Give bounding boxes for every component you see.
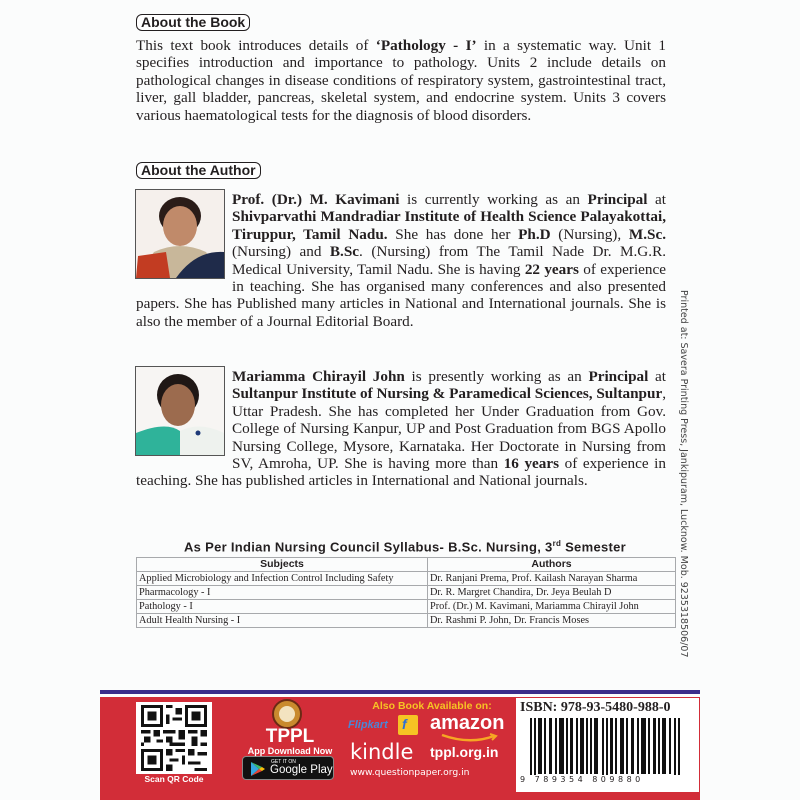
table-row [137, 614, 676, 628]
bio-text: She has done her [387, 225, 519, 243]
authors-cell: Dr. Ranjani Prema, Prof. Kailash Narayan Sharma [428, 572, 676, 586]
subject-cell: Pathology - I [137, 600, 428, 614]
printer-note [680, 290, 698, 660]
google-play-small-text: GET IT ON [271, 759, 296, 765]
about-book-label: About the Book [136, 14, 250, 31]
divider-strip [100, 690, 700, 694]
bio-emphasis: Sultanpur Institute of Nursing & Paramedical Sciences, Sultanpur [232, 385, 663, 403]
bio-text: . (Nursing) from The Tamil Nade Dr. M.G.R. Medical University, Tamil Nadu. She is having [232, 243, 666, 278]
tppl-logo-icon [272, 699, 302, 729]
bio-emphasis: Ph.D [518, 225, 551, 243]
subject-cell: Pharmacology - I [137, 586, 428, 600]
isbn-barcode-box [516, 698, 699, 792]
bio-emphasis: Shivparvathi Mandradiar Institute of Health Science Palayakottai, Tiruppur, Tamil Nadu. [232, 208, 666, 243]
bio-emphasis: B.Sc [329, 243, 360, 261]
bio-emphasis: Mariamma Chirayil John [232, 368, 405, 385]
table-row [137, 572, 676, 586]
barcode-digits: 9 789354 809880 [520, 775, 696, 784]
bio-emphasis: Principal [587, 191, 648, 208]
flipkart-logo[interactable]: Flipkart [348, 719, 388, 731]
questionpaper-website-link[interactable]: www.questionpaper.org.in [350, 767, 470, 778]
tppl-website-link[interactable]: tppl.org.in [430, 744, 499, 760]
printer-note-text: Printed at: Savera Printing Press, Jankipuram, Lucknow. Mob. 9235318506/07 [678, 290, 689, 658]
syllabus-title [130, 539, 680, 554]
book-title-emphasis: ‘Pathology - I’ [375, 37, 477, 54]
about-author-label: About the Author [136, 162, 261, 179]
bio-emphasis: M.Sc. [628, 225, 666, 243]
syllabus-table [136, 557, 676, 628]
publisher-name: TPPL [265, 726, 315, 747]
flipkart-bag-icon: f [398, 715, 418, 735]
author-bio-kavimani [136, 191, 666, 330]
kindle-logo[interactable]: kindle [350, 740, 414, 764]
bio-text: at [648, 368, 666, 385]
syllabus-title-text: As Per Indian Nursing Council Syllabus- B.Sc. Nursing, 3 [183, 539, 553, 555]
syllabus-title-text: Semester [561, 539, 627, 555]
authors-cell: Dr. R. Margret Chandira, Dr. Jeya Beulah D [428, 586, 676, 600]
bio-emphasis: Prof. (Dr.) M. Kavimani [232, 191, 400, 208]
about-book-text [136, 37, 666, 124]
google-play-badge[interactable] [242, 756, 334, 780]
table-row [137, 586, 676, 600]
subject-cell: Adult Health Nursing - I [137, 614, 428, 628]
bio-text: , Uttar Pradesh. She has completed her Under Graduation from Gov. College of Nursing Kanpur, UP and Post Graduation from BGS Apollo Nursing College, Mysore, Karnataka. Her Doctorate in Nursing from SV, Amroha, UP. She is having more than [232, 385, 666, 473]
isbn-number: ISBN: 978-93-5480-988-0 [520, 700, 671, 715]
bio-text: (Nursing), [550, 225, 629, 243]
bio-text: (Nursing) and [232, 243, 330, 261]
qr-caption: Scan QR Code [144, 774, 204, 784]
bio-emphasis: 22 years [524, 260, 579, 278]
amazon-logo[interactable]: amazon [430, 712, 505, 734]
column-header-subjects: Subjects [137, 558, 428, 572]
google-play-label: Google Play [270, 764, 333, 776]
bio-text: of experience in teaching. She has organised many conferences and also presented papers. She has Published many articles in National and International journals. She is also the member of a Journal Editorial Board. [136, 260, 666, 330]
table-row [137, 600, 676, 614]
bio-emphasis: Principal [588, 368, 649, 385]
google-play-icon [250, 761, 266, 777]
app-download-text: App Download Now [247, 746, 333, 756]
bio-emphasis: 16 years [503, 455, 560, 473]
bio-text: is presently working as an [404, 368, 589, 385]
also-available-heading: Also Book Available on: [372, 700, 492, 712]
qr-code[interactable] [136, 702, 212, 774]
authors-cell: Dr. Rashmi P. John, Dr. Francis Moses [428, 614, 676, 628]
author-bio-mariamma [136, 368, 666, 490]
table-header-row [137, 558, 676, 572]
bio-text: of experience in teaching. She has published articles in International and National journals. [136, 455, 666, 490]
bio-text: is currently working as an [399, 191, 588, 208]
qr-code-icon [140, 705, 208, 771]
subject-cell: Applied Microbiology and Infection Control Including Safety [137, 572, 428, 586]
bio-text: at [647, 191, 667, 208]
about-book-text-part: This text book introduces details of [136, 37, 376, 54]
authors-cell: Prof. (Dr.) M. Kavimani, Mariamma Chirayil John [428, 600, 676, 614]
column-header-authors: Authors [428, 558, 676, 572]
amazon-smile-icon [440, 733, 500, 743]
about-book-text-part: in a systematic way. Unit 1 specifies introduction and importance to pathology. Units 2 include details on pathological changes in disease conditions of respiratory system, gastrointestinal tract, liver, gall bladder, pancreas, skeletal system, and endocrine system. Units 3 covers various haematological tests for the diagnosis of blood disorders. [136, 37, 666, 124]
syllabus-title-sup: rd [552, 539, 562, 548]
